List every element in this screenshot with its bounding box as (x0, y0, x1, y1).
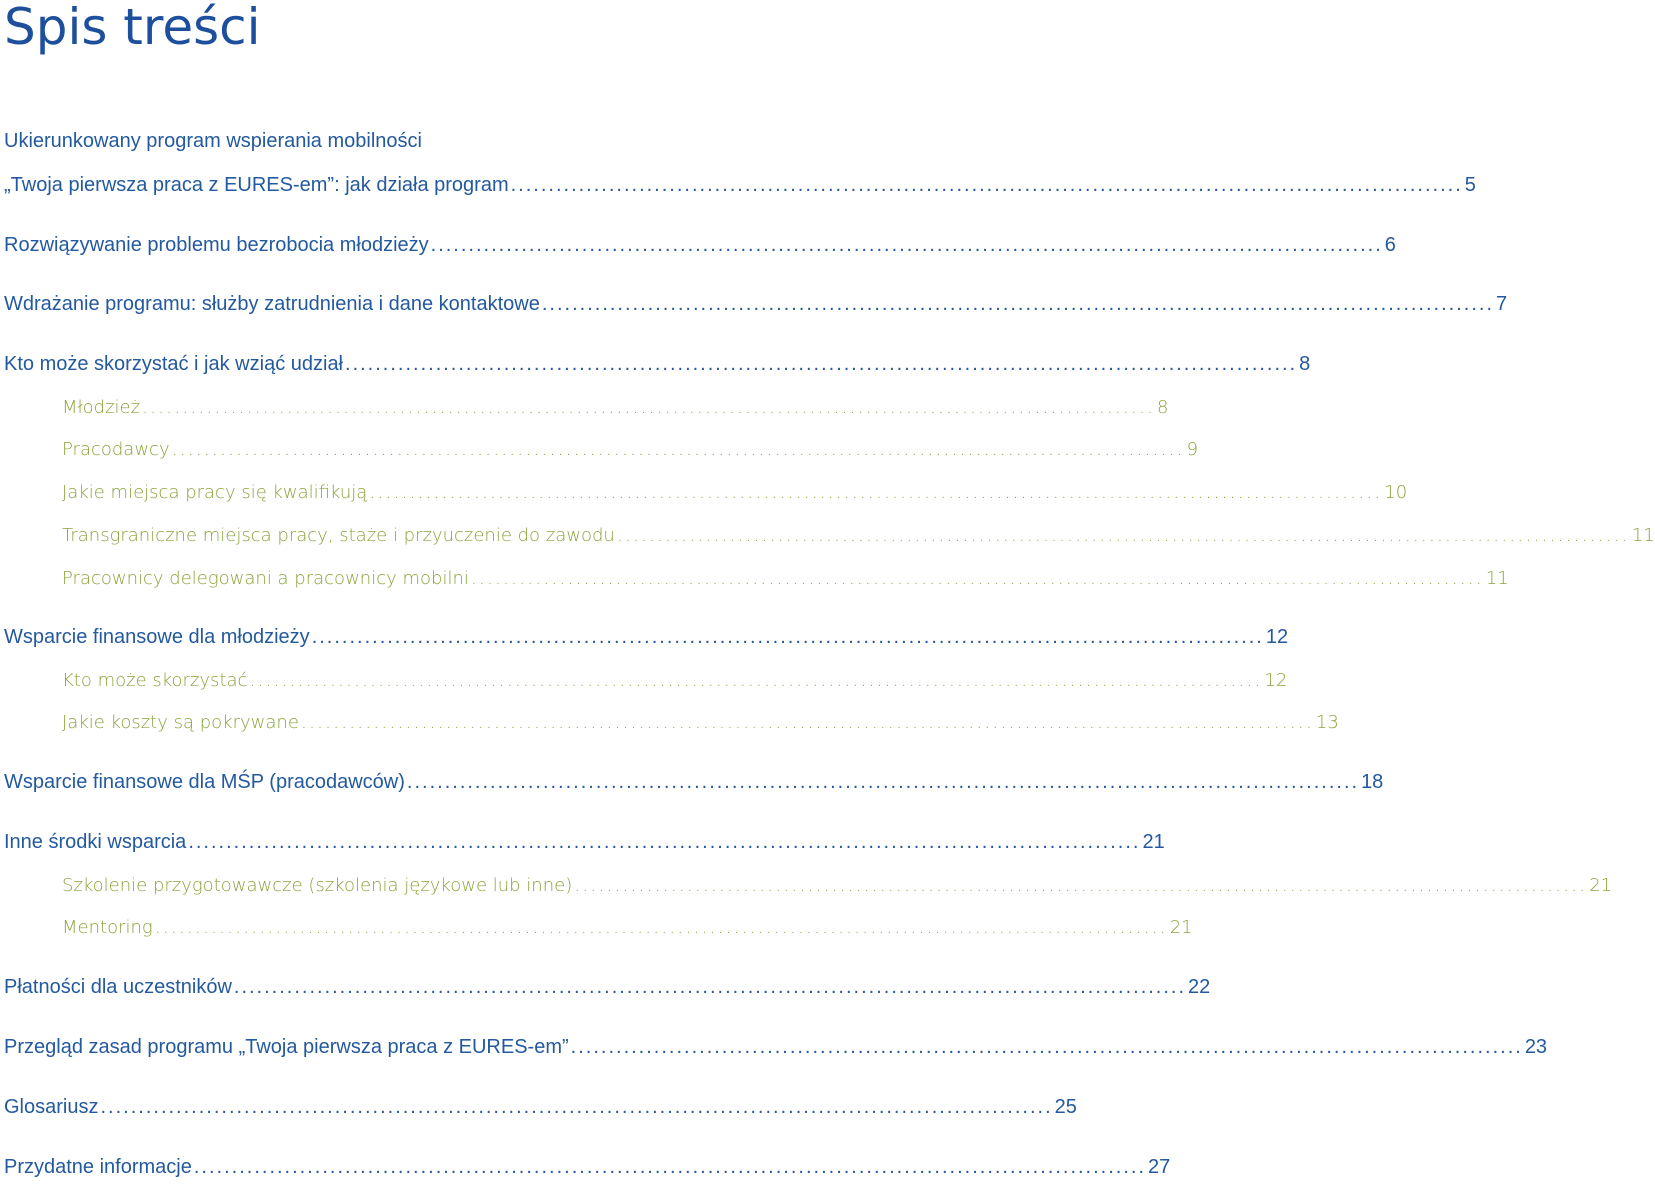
page-title: Spis treści (4, 0, 261, 56)
toc-entry-label: Kto może skorzystać i jak wziąć udział (4, 353, 344, 375)
toc-entry-label: Szkolenie przygotowawcze (szkolenia językowe lub inne) (62, 875, 573, 896)
toc-entry-label: Glosariusz (4, 1096, 99, 1118)
toc-entry-label: Transgraniczne miejsca pracy, staże i przyuczenie do zawodu (62, 525, 615, 546)
toc-subentry[interactable] (62, 434, 1199, 464)
toc-subentry[interactable] (62, 520, 1655, 550)
dot-leader: .............................................................................................................................. (100, 1096, 1053, 1118)
toc-entry[interactable] (4, 1152, 1171, 1182)
toc-entry-page: 5 (1464, 174, 1476, 196)
toc-entry-page: 25 (1054, 1096, 1077, 1118)
toc-entry-page: 6 (1384, 234, 1396, 256)
toc-entry-page: 22 (1188, 976, 1211, 998)
toc-entry[interactable] (4, 349, 1311, 379)
dot-leader: .............................................................................................................................. (574, 874, 1588, 896)
toc-entry-label: Przegląd zasad programu „Twoja pierwsza praca z EURES-em” (4, 1036, 569, 1058)
toc-entry-page: 11 (1631, 525, 1655, 546)
toc-entry-page: 13 (1315, 712, 1339, 733)
dot-leader: .............................................................................................................................. (311, 626, 1264, 648)
dot-leader: .............................................................................................................................. (193, 1156, 1147, 1178)
toc-entry-label: Rozwiązywanie problemu bezrobocia młodzieży (4, 234, 429, 256)
toc-entry-page: 7 (1496, 293, 1508, 315)
toc-entry-page: 18 (1361, 771, 1384, 793)
toc-intro-heading: Ukierunkowany program wspierania mobilności (4, 130, 422, 152)
toc-entry[interactable] (4, 230, 1396, 260)
toc-entry[interactable] (4, 1032, 1548, 1062)
toc-subentry[interactable] (62, 870, 1613, 900)
toc-entry-label: Mentoring (62, 917, 153, 938)
toc-entry-page: 21 (1142, 831, 1165, 853)
toc-entry-page: 23 (1524, 1036, 1548, 1058)
toc-entry-page: 11 (1485, 568, 1509, 589)
toc-entry-label: Inne środki wsparcia (4, 831, 187, 853)
toc-entry[interactable] (4, 622, 1289, 652)
toc-subentry[interactable] (62, 563, 1509, 593)
toc-entry-label: Pracownicy delegowani a pracownicy mobilni (62, 568, 469, 589)
toc-entry[interactable] (4, 289, 1508, 319)
toc-entry[interactable] (4, 767, 1384, 797)
toc-entry[interactable] (4, 827, 1165, 857)
toc-entry-page: 8 (1299, 353, 1311, 375)
dot-leader: .............................................................................................................................. (249, 669, 1263, 691)
toc-subentry[interactable] (62, 477, 1408, 507)
toc-entry-page: 10 (1384, 482, 1408, 503)
dot-leader: .............................................................................................................................. (541, 293, 1494, 315)
toc-entry-label: „Twoja pierwsza praca z EURES-em”: jak działa program (4, 174, 509, 196)
toc-entry-label: Pracodawcy (62, 439, 170, 460)
dot-leader: .............................................................................................................................. (470, 567, 1484, 589)
toc-entry-label: Wsparcie finansowe dla MŚP (pracodawców) (4, 771, 405, 793)
dot-leader: .............................................................................................................................. (154, 916, 1168, 938)
dot-leader: .............................................................................................................................. (369, 481, 1383, 503)
toc-entry-label: Jakie koszty są pokrywane (62, 712, 299, 733)
toc-entry-page: 27 (1148, 1156, 1171, 1178)
toc-entry-label: Wsparcie finansowe dla młodzieży (4, 626, 310, 648)
dot-leader: .............................................................................................................................. (300, 711, 1314, 733)
toc-entry-page: 21 (1589, 875, 1613, 896)
toc-entry-label: Wdrażanie programu: służby zatrudnienia i dane kontaktowe (4, 293, 540, 315)
toc-entry-page: 21 (1169, 917, 1193, 938)
toc-subentry[interactable] (62, 665, 1288, 695)
toc-entry[interactable] (4, 1092, 1077, 1122)
toc-entry-label: Jakie miejsca pracy się kwalifikują (62, 482, 368, 503)
toc-entry-label: Płatności dla uczestników (4, 976, 232, 998)
dot-leader: .............................................................................................................................. (142, 396, 1156, 418)
toc-entry[interactable] (4, 170, 1476, 200)
dot-leader: .............................................................................................................................. (345, 353, 1298, 375)
toc-entry-page: 12 (1265, 626, 1289, 648)
toc-entry-label: Przydatne informacje (4, 1156, 192, 1178)
dot-leader: .............................................................................................................................. (570, 1036, 1523, 1058)
dot-leader: .............................................................................................................................. (616, 524, 1630, 546)
toc-entry-label: Kto może skorzystać (62, 670, 248, 691)
toc-entry[interactable] (4, 972, 1211, 1002)
dot-leader: .............................................................................................................................. (171, 438, 1185, 460)
dot-leader: .............................................................................................................................. (188, 831, 1141, 853)
dot-leader: .............................................................................................................................. (510, 174, 1463, 196)
toc-entry-page: 12 (1264, 670, 1288, 691)
toc-subentry[interactable] (62, 912, 1193, 942)
toc-entry-label: Młodzież (62, 397, 141, 418)
dot-leader: .............................................................................................................................. (430, 234, 1383, 256)
toc-entry-page: 8 (1157, 397, 1169, 418)
toc-subentry[interactable] (62, 707, 1339, 737)
toc-subentry[interactable] (62, 392, 1169, 422)
toc-entry-page: 9 (1186, 439, 1199, 460)
dot-leader: .............................................................................................................................. (233, 976, 1187, 998)
dot-leader: .............................................................................................................................. (406, 771, 1360, 793)
